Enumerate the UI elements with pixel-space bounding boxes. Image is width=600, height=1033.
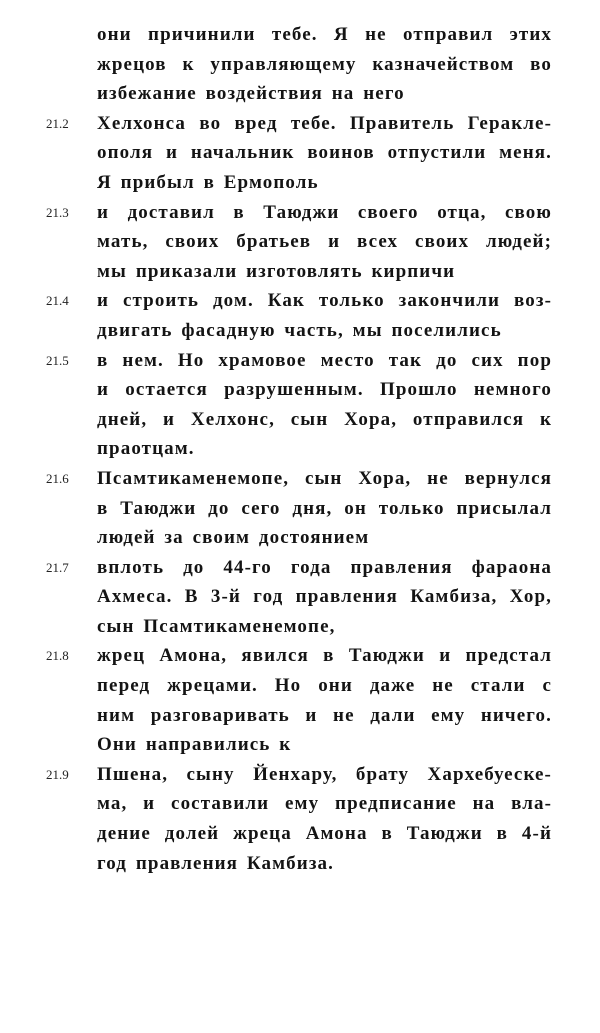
text-line: ополя и начальник воинов отпустили меня. [97,142,552,164]
text-line: и доставил в Таюджи своего отца, свою [97,201,552,223]
paragraph [0,464,600,553]
line-number: 21.9 [46,766,69,782]
text-line: в Таюджи до сего дня, он только присылал [97,497,552,519]
text-line: ма, и составили ему предписание на вла- [97,793,552,815]
text-line: мать, своих братьев и всех своих людей; [97,231,552,253]
text-line: и строить дом. Как только закончили воз- [97,290,552,312]
line-number: 21.8 [46,648,69,664]
text-line: дней, и Хелхонс, сын Хора, отправился к [97,408,552,430]
document-page [0,20,600,878]
text-line: ним разговаривать и не дали ему ничего. [97,704,552,726]
text-line: перед жрецами. Но они даже не стали с [97,675,552,697]
line-number: 21.5 [46,352,69,368]
line-number: 21.4 [46,293,69,309]
text-line: в нем. Но храмовое место так до сих пор [97,349,552,371]
text-line: вплоть до 44-го года правления фараона [97,556,552,578]
text-line: дение долей жреца Амона в Таюджи в 4-й [97,823,552,845]
paragraph [0,109,600,198]
text-line: жрец Амона, явился в Таюджи и предстал [97,645,552,667]
paragraph [0,286,600,345]
text-line: людей за своим достоянием [97,527,370,549]
text-line: Пшена, сыну Йенхару, брату Хархебуеске- [97,763,552,785]
text-line: год правления Камбиза. [97,852,335,874]
paragraph [0,641,600,759]
text-line: они причинили тебе. Я не отправил этих [97,24,552,45]
line-number: 21.2 [46,115,69,131]
paragraph [0,760,600,878]
paragraph [0,20,600,109]
paragraph [0,346,600,464]
text-line: двигать фасадную часть, мы поселились [97,319,502,341]
text-line: сын Псамтикаменемопе, [97,615,336,637]
line-number: 21.6 [46,470,69,486]
line-number: 21.3 [46,204,69,220]
text-line: Я прибыл в Ермополь [97,171,319,193]
paragraph [0,198,600,287]
text-line: избежание воздействия на него [97,83,405,105]
text-line: жрецов к управляющему казначейством во [97,53,552,75]
text-line: Хелхонса во вред тебе. Правитель Гераклe- [97,112,552,134]
paragraph [0,553,600,642]
text-line: мы приказали изготовлять кирпичи [97,260,456,282]
text-line: и остается разрушенным. Прошло немного [97,379,552,401]
text-line: Ахмеса. В 3-й год правления Камбиза, Хор, [97,586,552,608]
text-line: Псамтикаменемопе, сын Хора, не вернулся [97,467,552,489]
text-line: Они направились к [97,734,292,756]
line-number: 21.7 [46,559,69,575]
text-line: праотцам. [97,438,195,460]
